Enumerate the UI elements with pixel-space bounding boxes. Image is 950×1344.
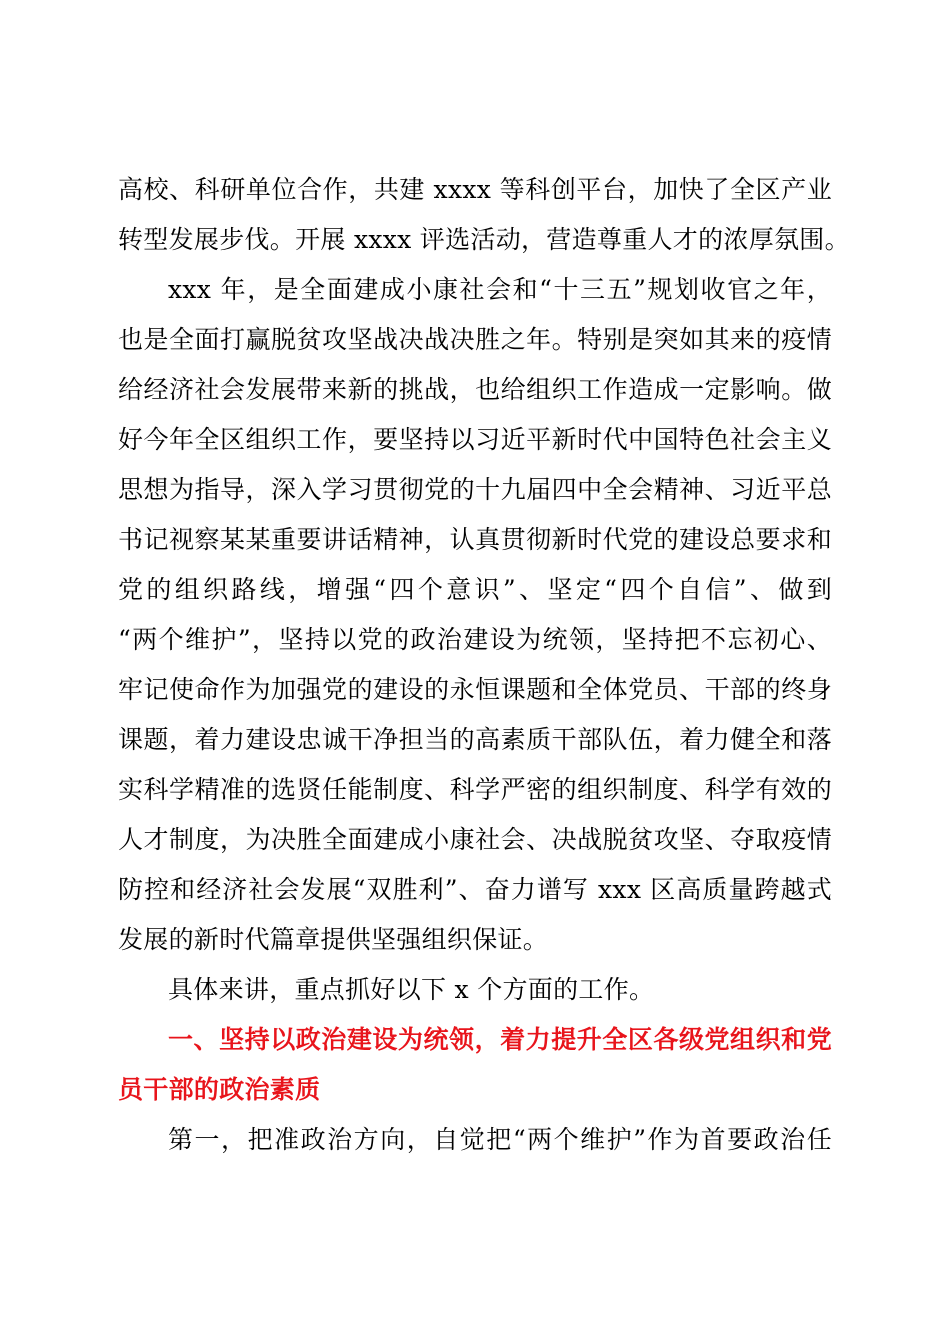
body-text-line: 发展的新时代篇章提供坚强组织保证。: [118, 925, 549, 954]
body-text-line: 高校、科研单位合作，共建 xxxx 等科创平台，加快了全区产业: [118, 175, 832, 204]
body-text-line: 牢记使命作为加强党的建设的永恒课题和全体党员、干部的终身: [118, 675, 832, 704]
body-text-line: 党的组织路线，增强“四个意识”、坚定“四个自信”、做到: [118, 575, 832, 604]
paragraph-first-line: 第一，把准政治方向，自觉把“两个维护”作为首要政治任: [168, 1125, 832, 1154]
body-text-line: 书记视察某某重要讲话精神，认真贯彻新时代党的建设总要求和: [118, 525, 832, 554]
body-text-line: 防控和经济社会发展“双胜利”、奋力谱写 xxx 区高质量跨越式: [118, 875, 832, 904]
body-text-line: 也是全面打赢脱贫攻坚战决战决胜之年。特别是突如其来的疫情: [118, 325, 832, 354]
paragraph-first-line: 具体来讲，重点抓好以下 x 个方面的工作。: [168, 975, 655, 1004]
section-heading: 一、坚持以政治建设为统领，着力提升全区各级党组织和党: [168, 1025, 832, 1054]
body-text-line: 人才制度，为决胜全面建成小康社会、决战脱贫攻坚、夺取疫情: [118, 825, 832, 854]
body-text-line: “两个维护”，坚持以党的政治建设为统领，坚持把不忘初心、: [118, 625, 832, 654]
body-text-line: 思想为指导，深入学习贯彻党的十九届四中全会精神、习近平总: [118, 475, 832, 504]
section-heading-continuation: 员干部的政治素质: [118, 1075, 321, 1104]
body-text-line: 转型发展步伐。开展 xxxx 评选活动，营造尊重人才的浓厚氛围。: [118, 225, 850, 254]
body-text-line: 好今年全区组织工作，要坚持以习近平新时代中国特色社会主义: [118, 425, 832, 454]
paragraph-first-line: xxx 年，是全面建成小康社会和“十三五”规划收官之年，: [168, 275, 832, 304]
body-text-line: 实科学精准的选贤任能制度、科学严密的组织制度、科学有效的: [118, 775, 832, 804]
body-text-line: 给经济社会发展带来新的挑战，也给组织工作造成一定影响。做: [118, 375, 832, 404]
body-text-line: 课题，着力建设忠诚干净担当的高素质干部队伍，着力健全和落: [118, 725, 832, 754]
